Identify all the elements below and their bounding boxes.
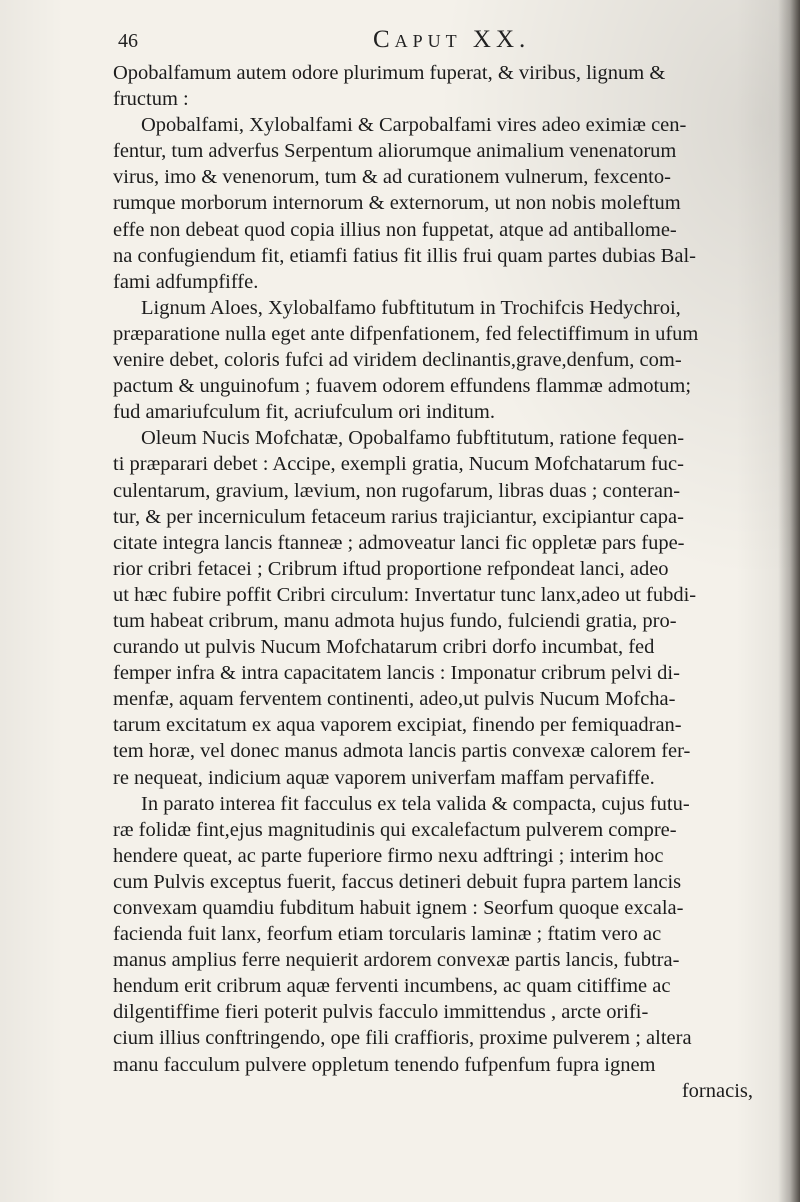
body-text (113, 60, 753, 1104)
text-line: dilgentiffime fieri poterit pulvis facculo immittendus , arcte orifi- (113, 1001, 649, 1024)
text-line: præparatione nulla eget ante difpenfationem, fed felectiffimum in ufum (113, 322, 699, 345)
text-line: In parato interea fit facculus ex tela valida & compacta, cujus futu- (141, 792, 690, 815)
text-line: manu facculum pulvere oppletum tenendo fufpenfum fupra ignem (113, 1053, 656, 1076)
text-line: fructum : (113, 88, 189, 111)
text-line: femper infra & intra capacitatem lancis : Imponatur cribrum pelvi di- (113, 662, 680, 685)
text-line: ut hæc fubire poffit Cribri circulum: Invertatur tunc lanx,adeo ut fubdi- (113, 583, 697, 606)
text-line: Opobalfamum autem odore plurimum fuperat, & viribus, lignum & (113, 62, 666, 84)
text-line: rior cribri fetacei ; Cribrum iftud proportione refpondeat lanci, adeo (113, 557, 669, 580)
text-line: virus, imo & venenorum, tum & ad curationem vulnerum, fexcento- (113, 166, 671, 189)
text-line: tarum excitatum ex aqua vaporem excipiat, finendo per femiquadran- (113, 714, 682, 737)
text-line: cum Pulvis exceptus fuerit, faccus detineri debuit fupra partem lancis (113, 870, 682, 893)
text-line: culentarum, gravium, lævium, non rugofarum, libras duas ; conteran- (113, 479, 681, 502)
text-line: Lignum Aloes, Xylobalfamo fubftitutum in Trochifcis Hedychroi, (141, 296, 681, 319)
text-line: re nequeat, indicium aquæ vaporem univerfam maffam pervafiffe. (113, 766, 655, 789)
text-line: hendere queat, ac parte fuperiore firmo nexu adftringi ; interim hoc (113, 844, 664, 867)
text-line: Opobalfami, Xylobalfami & Carpobalfami vires adeo eximiæ cen- (141, 114, 687, 137)
text-line: curando ut pulvis Nucum Mofchatarum cribri dorfo incumbat, fed (113, 636, 655, 659)
text-line: venire debet, coloris fufci ad viridem declinantis,grave,denfum, com- (113, 349, 682, 372)
spine-shadow (778, 0, 800, 1202)
text-line: fentur, tum adverfus Serpentum aliorumque animalium venenatorum (113, 140, 677, 163)
text-line: facienda fuit lanx, feorfum etiam torcularis laminæ ; ftatim vero ac (113, 923, 662, 946)
text-line: fud amariufculum fit, acriufculum ori inditum. (113, 401, 495, 424)
text-line: na confugiendum fit, etiamfi fatius fit illis frui quam partes dubias Bal- (113, 244, 696, 267)
running-head: Caput XX. (373, 26, 531, 53)
text-line: rumque morborum internorum & externorum, ut non nobis moleftum (113, 192, 681, 215)
text-line: Oleum Nucis Mofchatæ, Opobalfamo fubftitutum, ratione fequen- (141, 427, 685, 450)
text-line: cium illius conftringendo, ope fili craffioris, proxime pulverem ; altera (113, 1027, 692, 1050)
page-header (118, 26, 758, 60)
catchword: fornacis, (681, 1079, 753, 1102)
text-line: menfæ, aquam ferventem continenti, adeo,ut pulvis Nucum Mofcha- (113, 688, 676, 711)
text-line: ræ folidæ fint,ejus magnitudinis qui excalefactum pulverem compre- (113, 818, 677, 841)
text-line: tum habeat cribrum, manu admota hujus fundo, fulciendi gratia, pro- (113, 609, 677, 632)
text-line: ti præparari debet : Accipe, exempli gratia, Nucum Mofchatarum fuc- (113, 453, 684, 476)
text-line: hendum erit cribrum aquæ ferventi incumbens, ac quam citiffime ac (113, 975, 671, 998)
text-line: tem horæ, vel donec manus admota lancis partis convexæ calorem fer- (113, 740, 691, 763)
text-line: manus amplius ferre nequierit ardorem convexæ partis lancis, fubtra- (113, 949, 680, 972)
text-line: effe non debeat quod copia illius non fuppetat, atque ad antiballome- (113, 218, 677, 241)
text-line: pactum & unguinofum ; fuavem odorem effundens flammæ admotum; (113, 375, 692, 398)
text-line: fami adfumpfiffe. (113, 270, 259, 293)
page-number: 46 (118, 30, 138, 52)
text-line: tur, & per incerniculum fetaceum rarius trajiciantur, excipiantur capa- (113, 505, 684, 528)
text-line: citate integra lancis ftanneæ ; admoveatur lanci fic oppletæ pars fupe- (113, 531, 685, 554)
text-line: convexam quamdiu fubditum habuit ignem : Seorfum quoque excala- (113, 897, 684, 919)
